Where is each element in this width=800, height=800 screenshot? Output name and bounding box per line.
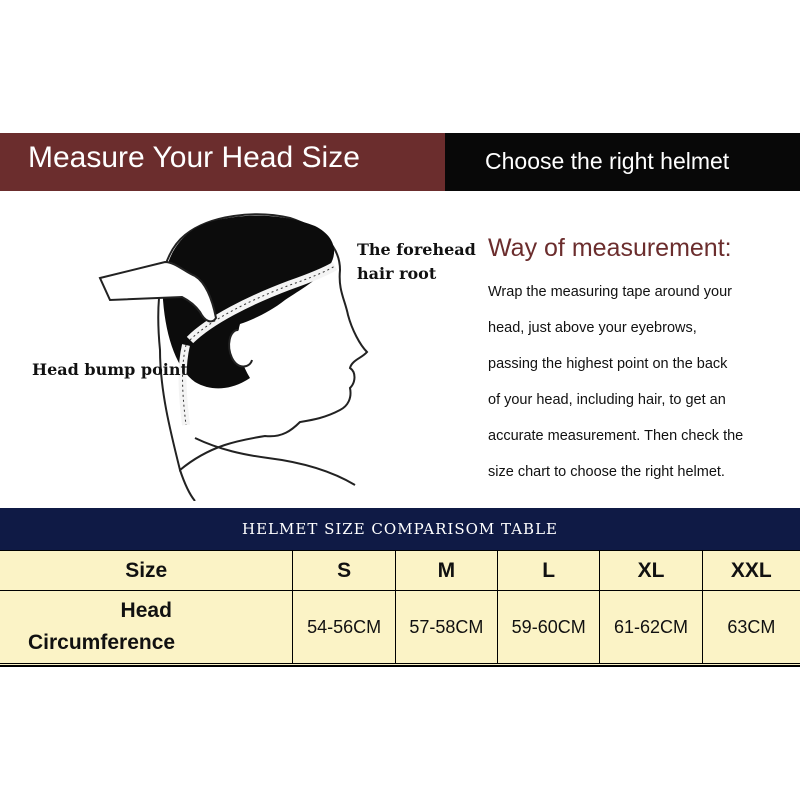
circumference-header-line1: Head xyxy=(120,599,172,622)
size-cell: L xyxy=(498,551,600,591)
forehead-label-line2: hair root xyxy=(357,264,437,283)
size-cell: S xyxy=(293,551,395,591)
circumference-cell: 57-58CM xyxy=(395,591,497,664)
measurement-title: Way of measurement: xyxy=(488,234,732,262)
size-row xyxy=(0,551,800,591)
header-right-banner xyxy=(445,133,800,191)
head-bump-label: Head bump point xyxy=(32,360,188,379)
size-cell: XL xyxy=(600,551,702,591)
header-left-banner xyxy=(0,133,445,191)
instruction-line: Wrap the measuring tape around your xyxy=(488,284,732,300)
table-title: HELMET SIZE COMPARISOM TABLE xyxy=(242,520,558,538)
circumference-header-line2: Circumference xyxy=(28,631,176,654)
instruction-line: head, just above your eyebrows, xyxy=(488,320,697,336)
instruction-line: passing the highest point on the back xyxy=(488,356,728,372)
size-cell: XXL xyxy=(702,551,800,591)
size-table xyxy=(0,550,800,664)
size-cell: M xyxy=(395,551,497,591)
circumference-row-header xyxy=(0,591,293,664)
instruction-line: of your head, including hair, to get an xyxy=(488,392,726,408)
circumference-cell: 54-56CM xyxy=(293,591,395,664)
circumference-row xyxy=(0,591,800,664)
size-row-header: Size xyxy=(0,551,293,591)
circumference-cell: 61-62CM xyxy=(600,591,702,664)
neck-shoulder xyxy=(195,438,355,485)
forehead-label-line1: The forehead xyxy=(357,240,476,259)
page-subtitle: Choose the right helmet xyxy=(485,148,730,174)
circumference-cell: 63CM xyxy=(702,591,800,664)
measurement-instructions xyxy=(488,276,743,492)
forehead-label xyxy=(357,238,476,286)
page-title: Measure Your Head Size xyxy=(28,141,360,174)
instruction-line: size chart to choose the right helmet. xyxy=(488,464,725,480)
table-title-bar xyxy=(0,508,800,550)
instruction-line: accurate measurement. Then check the xyxy=(488,428,744,444)
circumference-cell: 59-60CM xyxy=(498,591,600,664)
